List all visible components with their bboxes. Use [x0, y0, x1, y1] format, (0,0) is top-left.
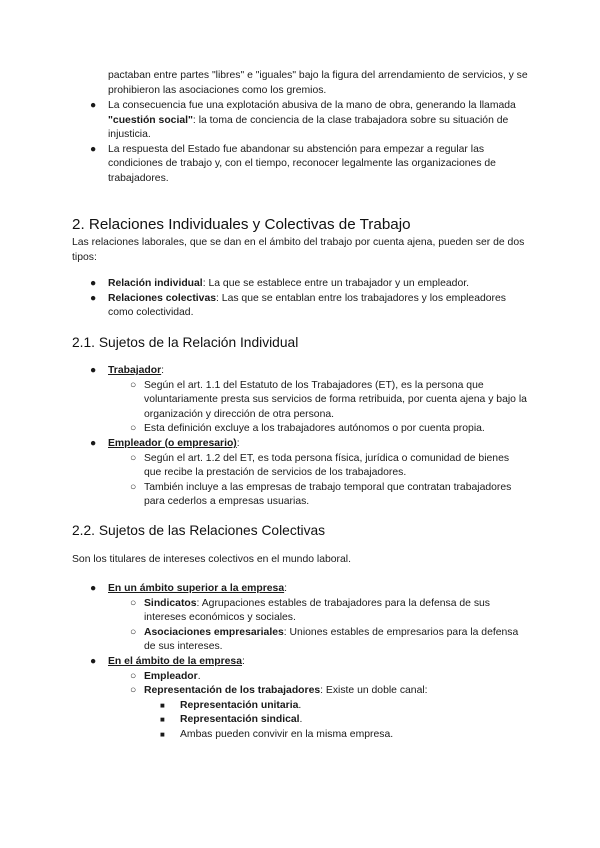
- bullet-marker: ○: [130, 685, 137, 697]
- bullet-marker: ●: [90, 655, 97, 667]
- list-item: ● En un ámbito superior a la empresa:: [72, 582, 528, 597]
- bullet-marker: ○: [130, 452, 137, 464]
- section-2-heading: 2. Relaciones Individuales y Colectivas de Trabajo: [72, 216, 411, 233]
- bullet-marker: ●: [90, 583, 97, 594]
- list-item: ○ También incluye a las empresas de trabajo temporal que contratan trabajadores para cederlos a empresas usuarias.: [130, 481, 512, 508]
- section-2-2-paragraph: Son los titulares de intereses colectivos en el mundo laboral.: [72, 554, 351, 565]
- cuestion-social-term: "cuestión social": [108, 114, 193, 126]
- section-2-1-list: [72, 364, 528, 510]
- list-item: ○ Representación de los trabajadores: Existe un doble canal:: [72, 684, 528, 699]
- section-2-list: [72, 277, 528, 321]
- list-item: ● La respuesta del Estado fue abandonar su abstención para empezar a regular las condiciones de trabajo y, con el tiempo, reconocer legalmente las organizaciones de trabajadores.: [90, 143, 496, 184]
- list-item: ● Relación individual: La que se establece entre un trabajador y un empleador.: [72, 277, 528, 292]
- bullet-marker: ●: [90, 437, 97, 449]
- bullet-marker: ●: [90, 100, 97, 111]
- bullet-marker: ●: [90, 365, 97, 376]
- bullet-marker: ●: [90, 292, 97, 304]
- bullet-marker: ○: [130, 423, 137, 435]
- list-item: ■ Ambas pueden convivir en la misma empresa.: [72, 728, 528, 743]
- list-item: ■ Representación unitaria.: [72, 699, 528, 714]
- section-2-2-heading: 2.2. Sujetos de las Relaciones Colectivas: [72, 523, 326, 538]
- list-item: ● Trabajador:: [72, 364, 528, 379]
- section-2-paragraph: Las relaciones laborales, que se dan en el ámbito del trabajo por cuenta ajena, pueden ser de dos tipos:: [72, 237, 525, 263]
- list-item: ○ Según el art. 1.1 del Estatuto de los Trabajadores (ET), es la persona que voluntariamente presta sus servicios de forma retribuida, por cuenta ajena y bajo la organización y dirección de otra persona.: [130, 379, 527, 420]
- list-item: ○ Esta definición excluye a los trabajadores autónomos o por cuenta propia.: [72, 422, 528, 437]
- bullet-marker: ○: [130, 626, 137, 638]
- intro-continuation: pactaban entre partes "libres" e "iguales" bajo la figura del arrendamiento de servicios, y se prohibieron las asociaciones como los gremios.: [108, 70, 528, 96]
- list-item: ○ Según el art. 1.2 del ET, es toda persona física, jurídica o comunidad de bienes que recibe la prestación de servicios de los trabajadores.: [130, 452, 510, 479]
- list-item: ■ Representación sindical.: [72, 713, 528, 728]
- bullet-marker: ○: [130, 379, 137, 391]
- list-item: ○ Asociaciones empresariales: Uniones estables de empresarios para la defensa de sus intereses.: [130, 626, 519, 653]
- bullet-marker: ○: [130, 670, 137, 682]
- list-item: ○ Empleador.: [72, 670, 528, 685]
- bullet-marker: ○: [130, 597, 137, 609]
- list-item: ● En el ámbito de la empresa:: [72, 655, 528, 670]
- bullet-marker: ■: [160, 715, 165, 725]
- list-item: ● La consecuencia fue una explotación abusiva de la mano de obra, generando la llamada "cuestión social": la toma de conciencia de la clase trabajadora sobre su situación de injusticia.: [90, 100, 516, 141]
- list-item: ● Relaciones colectivas: Las que se entablan entre los trabajadores y los empleadores como colectividad.: [90, 292, 506, 319]
- intro-bullet-list: [72, 99, 528, 187]
- bullet-marker: ●: [90, 278, 97, 289]
- bullet-marker: ■: [160, 729, 165, 739]
- section-2-1-heading: 2.1. Sujetos de la Relación Individual: [72, 335, 299, 350]
- bullet-marker: ■: [160, 700, 165, 710]
- list-item: ● Empleador (o empresario):: [72, 437, 528, 452]
- list-item: ○ Sindicatos: Agrupaciones estables de trabajadores para la defensa de sus intereses económicos y sociales.: [130, 597, 490, 624]
- bullet-marker: ○: [130, 481, 137, 493]
- bullet-marker: ●: [90, 143, 97, 155]
- section-2-2-list: [72, 582, 528, 743]
